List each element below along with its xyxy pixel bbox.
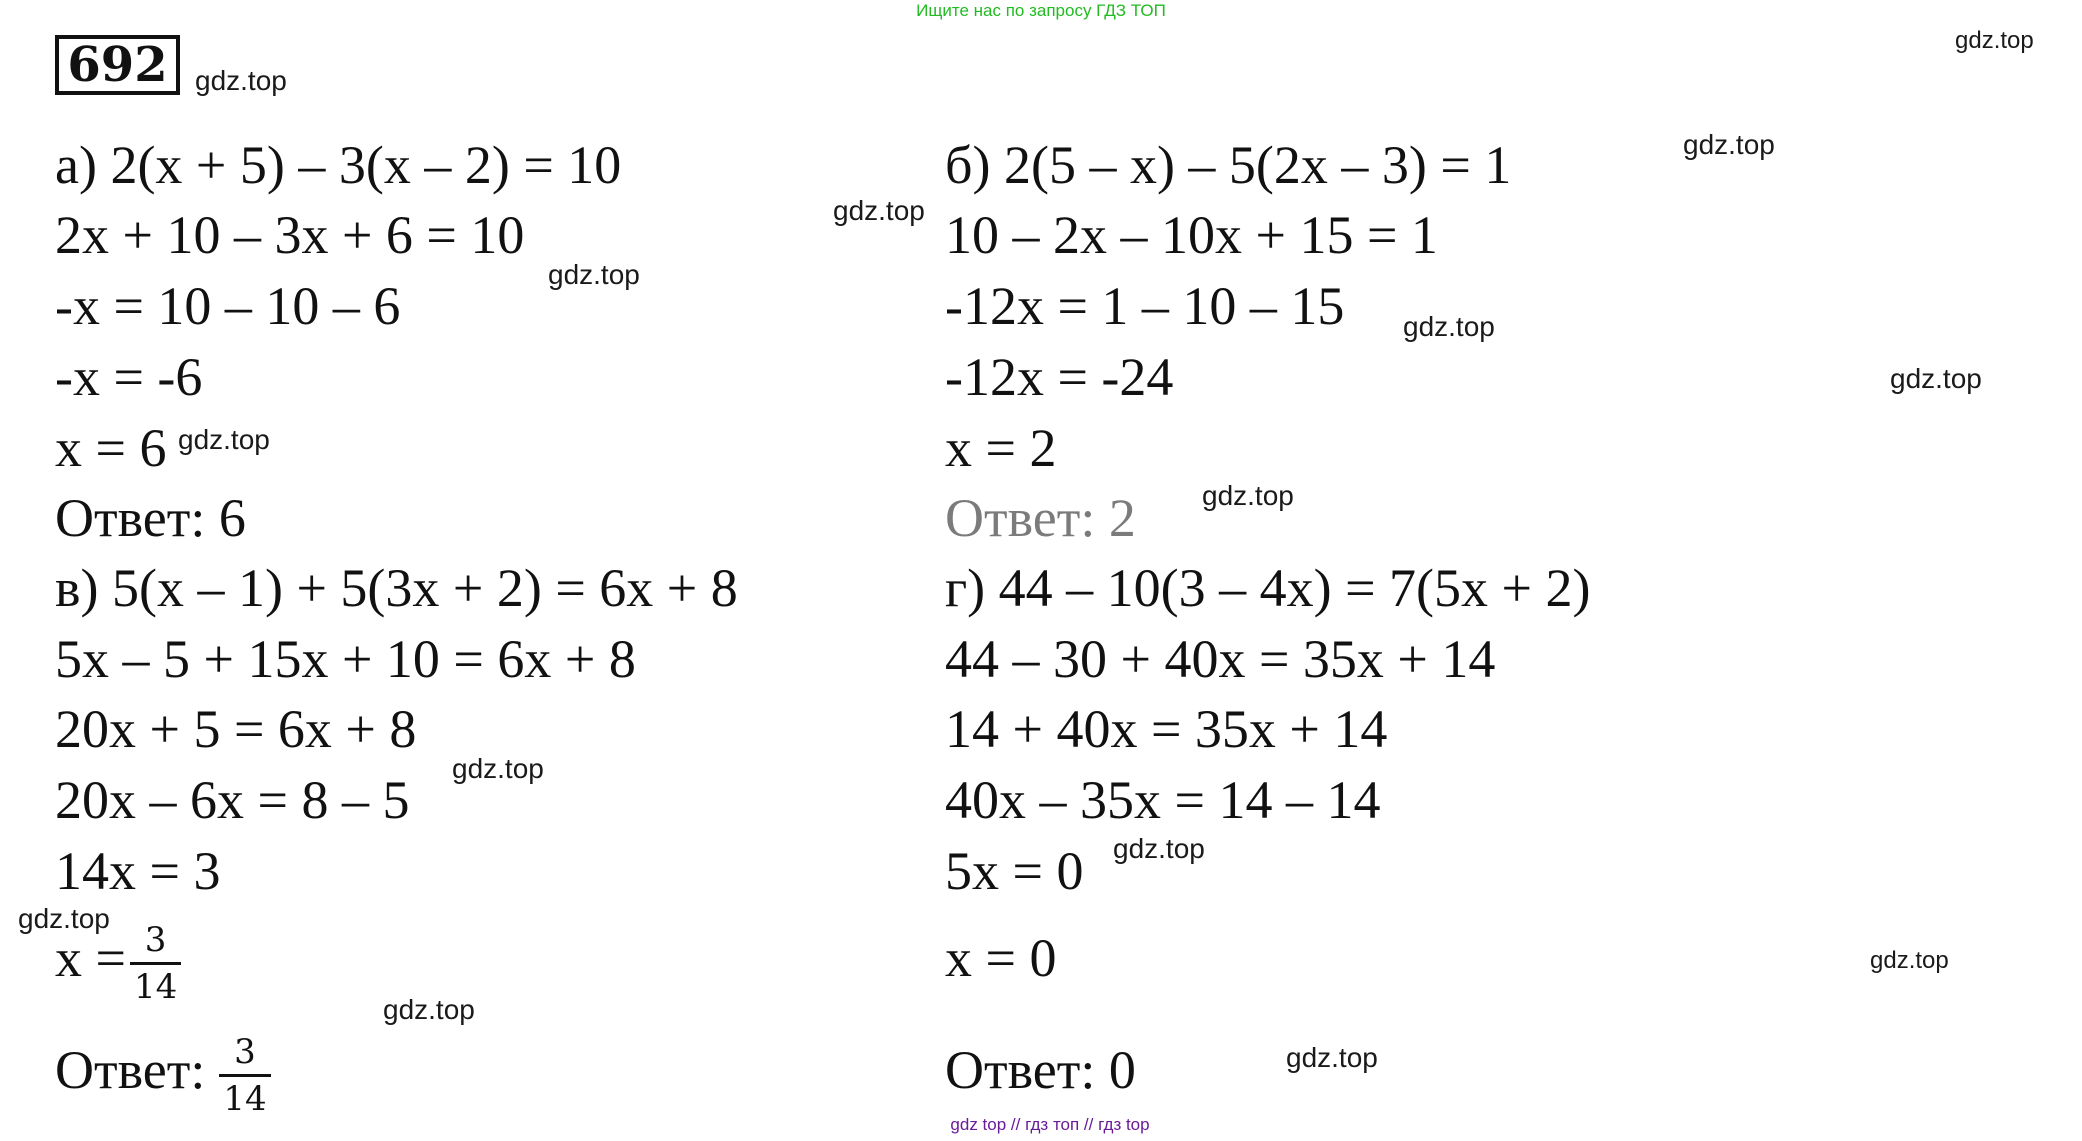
part-a-line-5: x = 6 [55, 418, 167, 478]
part-g-line-3: 14 + 40x = 35x + 14 [945, 699, 1388, 759]
part-a-line-1: а) 2(x + 5) – 3(x – 2) = 10 [55, 135, 622, 195]
part-v-x-label: x = [55, 928, 126, 988]
part-v-line-5: 14x = 3 [55, 841, 221, 901]
part-g-line-5: 5x = 0 [945, 841, 1084, 901]
watermark: gdz.top [833, 195, 925, 226]
watermark: gdz.top [1955, 27, 2034, 54]
part-b-line-1: б) 2(5 – x) – 5(2x – 3) = 1 [945, 135, 1512, 195]
fraction-x-denominator: 14 [133, 967, 178, 1008]
part-a-answer: Ответ: 6 [55, 488, 246, 548]
watermark: gdz.top [1683, 129, 1775, 160]
part-g-line-2: 44 – 30 + 40x = 35x + 14 [945, 629, 1496, 689]
part-g-line-6: x = 0 [945, 928, 1057, 988]
part-v-line-2: 5x – 5 + 15x + 10 = 6x + 8 [55, 629, 636, 689]
part-b-line-4: -12x = -24 [945, 347, 1174, 407]
watermark: gdz.top [1286, 1042, 1378, 1073]
watermark: gdz.top [1403, 311, 1495, 342]
part-v-line-3: 20x + 5 = 6x + 8 [55, 699, 417, 759]
footer-links[interactable]: gdz top // гдз топ // гдз top [950, 1115, 1150, 1134]
watermark: gdz.top [1870, 947, 1949, 974]
watermark: gdz.top [178, 424, 270, 455]
fraction-x-numerator: 3 [144, 920, 167, 961]
fraction-answer-denominator: 14 [223, 1079, 267, 1120]
part-a-line-4: -x = -6 [55, 347, 203, 407]
part-b-line-3: -12x = 1 – 10 – 15 [945, 276, 1345, 336]
fraction-answer-numerator: 3 [234, 1032, 256, 1073]
problem-number-box [55, 35, 180, 95]
part-v-line-1: в) 5(x – 1) + 5(3x + 2) = 6x + 8 [55, 558, 738, 618]
part-b-answer: Ответ: 2 [945, 488, 1136, 548]
part-v-answer [55, 1020, 271, 1120]
watermark: gdz.top [383, 994, 475, 1025]
fraction-x-bar [130, 962, 181, 965]
watermark: gdz.top [548, 259, 640, 290]
search-hint-link[interactable]: Ищите нас по запросу ГДЗ ТОП [916, 1, 1166, 20]
watermark: gdz.top [1113, 833, 1205, 864]
part-a-line-2: 2x + 10 – 3x + 6 = 10 [55, 205, 525, 265]
fraction-answer-bar [219, 1074, 270, 1077]
part-a-line-3: -x = 10 – 10 – 6 [55, 276, 401, 336]
part-g-line-4: 40x – 35x = 14 – 14 [945, 770, 1381, 830]
part-b-line-2: 10 – 2x – 10x + 15 = 1 [945, 205, 1438, 265]
part-g-line-1: г) 44 – 10(3 – 4x) = 7(5x + 2) [945, 558, 1591, 618]
part-v-answer-label: Ответ: [55, 1040, 206, 1100]
watermark: gdz.top [195, 65, 287, 96]
fraction-x [130, 920, 181, 1007]
watermark: gdz.top [1890, 363, 1982, 394]
part-b-line-5: x = 2 [945, 418, 1057, 478]
part-v-line-4: 20x – 6x = 8 – 5 [55, 770, 410, 830]
watermark: gdz.top [452, 753, 544, 784]
fraction-answer [219, 1032, 270, 1119]
watermark: gdz.top [18, 903, 110, 934]
part-g-answer: Ответ: 0 [945, 1040, 1136, 1100]
problem-number: 692 [67, 37, 168, 93]
watermark: gdz.top [1202, 480, 1294, 511]
